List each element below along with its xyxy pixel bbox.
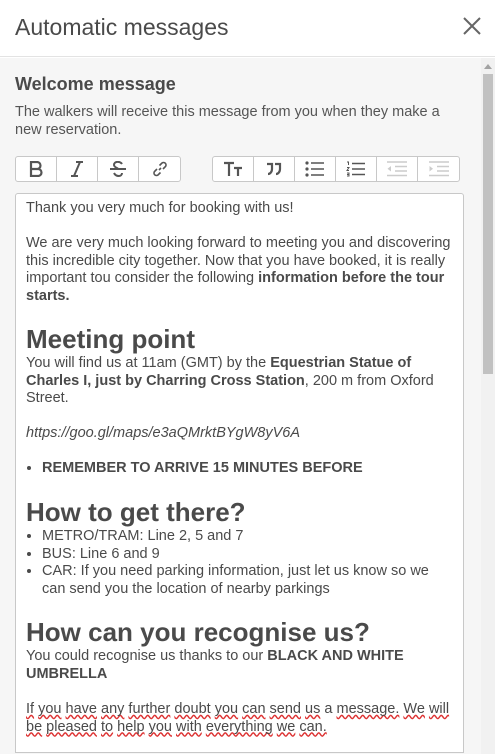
section-description: The walkers will receive this message from you when they make a new reservation. — [15, 104, 440, 138]
recognise-paragraph — [26, 648, 453, 683]
bullet-list-icon — [305, 161, 325, 177]
format-toolbar — [15, 156, 181, 182]
modal-title: Automatic messages — [15, 14, 229, 40]
recognise-bold-text: BLACK AND WHITE UMBRELLA — [26, 648, 404, 682]
closing-word: with — [176, 718, 202, 735]
list-item: • BUS: Line 6 and 9 — [42, 546, 453, 564]
closing-word: you — [148, 718, 172, 735]
quote-icon — [266, 162, 282, 176]
text-size-button[interactable] — [213, 157, 254, 181]
outdent-icon — [386, 161, 408, 177]
modal-header — [0, 0, 495, 57]
settings-panel — [0, 58, 481, 754]
closing-word: everything — [205, 718, 273, 735]
intro-bold-text: information before the tour starts. — [26, 270, 445, 304]
closing-word: further — [128, 701, 171, 717]
meeting-point-heading: Meeting point — [26, 323, 195, 354]
outdent-button[interactable] — [377, 157, 418, 181]
scrollbar-thumb[interactable] — [483, 74, 493, 374]
meeting-text-2: , 200 m from Oxford Street. — [26, 372, 434, 407]
text-size-icon — [223, 161, 243, 177]
intro-paragraph — [26, 235, 453, 305]
closing-word: message. — [336, 701, 400, 717]
recognise-text: You could recognise us thanks to our — [26, 648, 268, 665]
close-icon[interactable] — [461, 15, 483, 37]
closing-word: will — [428, 701, 450, 717]
directions-list — [26, 528, 453, 598]
italic-button[interactable] — [57, 157, 98, 181]
closing-word: can. — [299, 718, 327, 735]
closing-word: help — [117, 718, 145, 735]
closing-word: pleased — [46, 718, 97, 735]
list-item: • CAR: If you need parking information, just let us know so we can send you the location of nearby parkings — [42, 563, 453, 598]
indent-icon — [428, 161, 450, 177]
closing-word: If — [26, 701, 35, 717]
reminder-list — [26, 460, 453, 478]
closing-word: We — [403, 701, 425, 717]
bold-icon — [29, 161, 43, 177]
closing-word: to — [101, 718, 114, 735]
closing-word: doubt — [174, 701, 211, 717]
closing-word: be — [26, 718, 43, 735]
numbered-list-icon — [346, 161, 366, 177]
closing-word: we — [276, 718, 296, 735]
closing-word: send — [269, 701, 301, 717]
closing-word: you — [38, 701, 62, 717]
closing-word: have — [65, 701, 97, 717]
scroll-up-arrow-icon[interactable] — [484, 64, 492, 69]
closing-word: can — [242, 701, 266, 717]
closing-word: us — [305, 701, 321, 717]
section-title: Welcome message — [15, 74, 176, 94]
bold-button[interactable] — [16, 157, 57, 181]
strikethrough-icon — [109, 161, 127, 177]
closing-word: any — [101, 701, 125, 717]
block-toolbar — [212, 156, 460, 182]
strikethrough-button[interactable] — [98, 157, 139, 181]
message-editor[interactable] — [15, 193, 464, 753]
list-item — [42, 460, 453, 478]
map-link[interactable]: https://goo.gl/maps/e3aQMrktBYgW8yV6A — [26, 425, 301, 442]
recognise-heading: How can you recognise us? — [26, 617, 370, 648]
greeting-text: Thank you very much for booking with us! — [26, 200, 294, 216]
meeting-bold-text: Equestrian Statue of Charles I, just by Charring Cross Station — [26, 354, 412, 389]
link-icon — [151, 160, 169, 178]
closing-word: you — [214, 701, 239, 717]
indent-button[interactable] — [418, 157, 459, 181]
italic-icon — [70, 161, 84, 177]
list-item: • METRO/TRAM: Line 2, 5 and 7 — [42, 528, 453, 546]
meeting-text-1: You will find us at 11am (GMT) by the — [26, 354, 271, 371]
bullet-list-button[interactable] — [295, 157, 336, 181]
numbered-list-button[interactable] — [336, 157, 377, 181]
meeting-point-paragraph — [26, 355, 453, 408]
panel-scrollbar[interactable] — [481, 58, 495, 754]
reminder-text: REMEMBER TO ARRIVE 15 MINUTES BEFORE — [42, 460, 363, 477]
closing-word: a — [324, 701, 333, 717]
link-button[interactable] — [139, 157, 180, 181]
directions-heading: How to get there? — [26, 496, 246, 527]
closing-paragraph — [26, 701, 453, 736]
quote-button[interactable] — [254, 157, 295, 181]
intro-text: We are very much looking forward to meeting you and discovering this incredible city together. Now that you have booked, it is really important tou consider the following — [26, 235, 451, 287]
